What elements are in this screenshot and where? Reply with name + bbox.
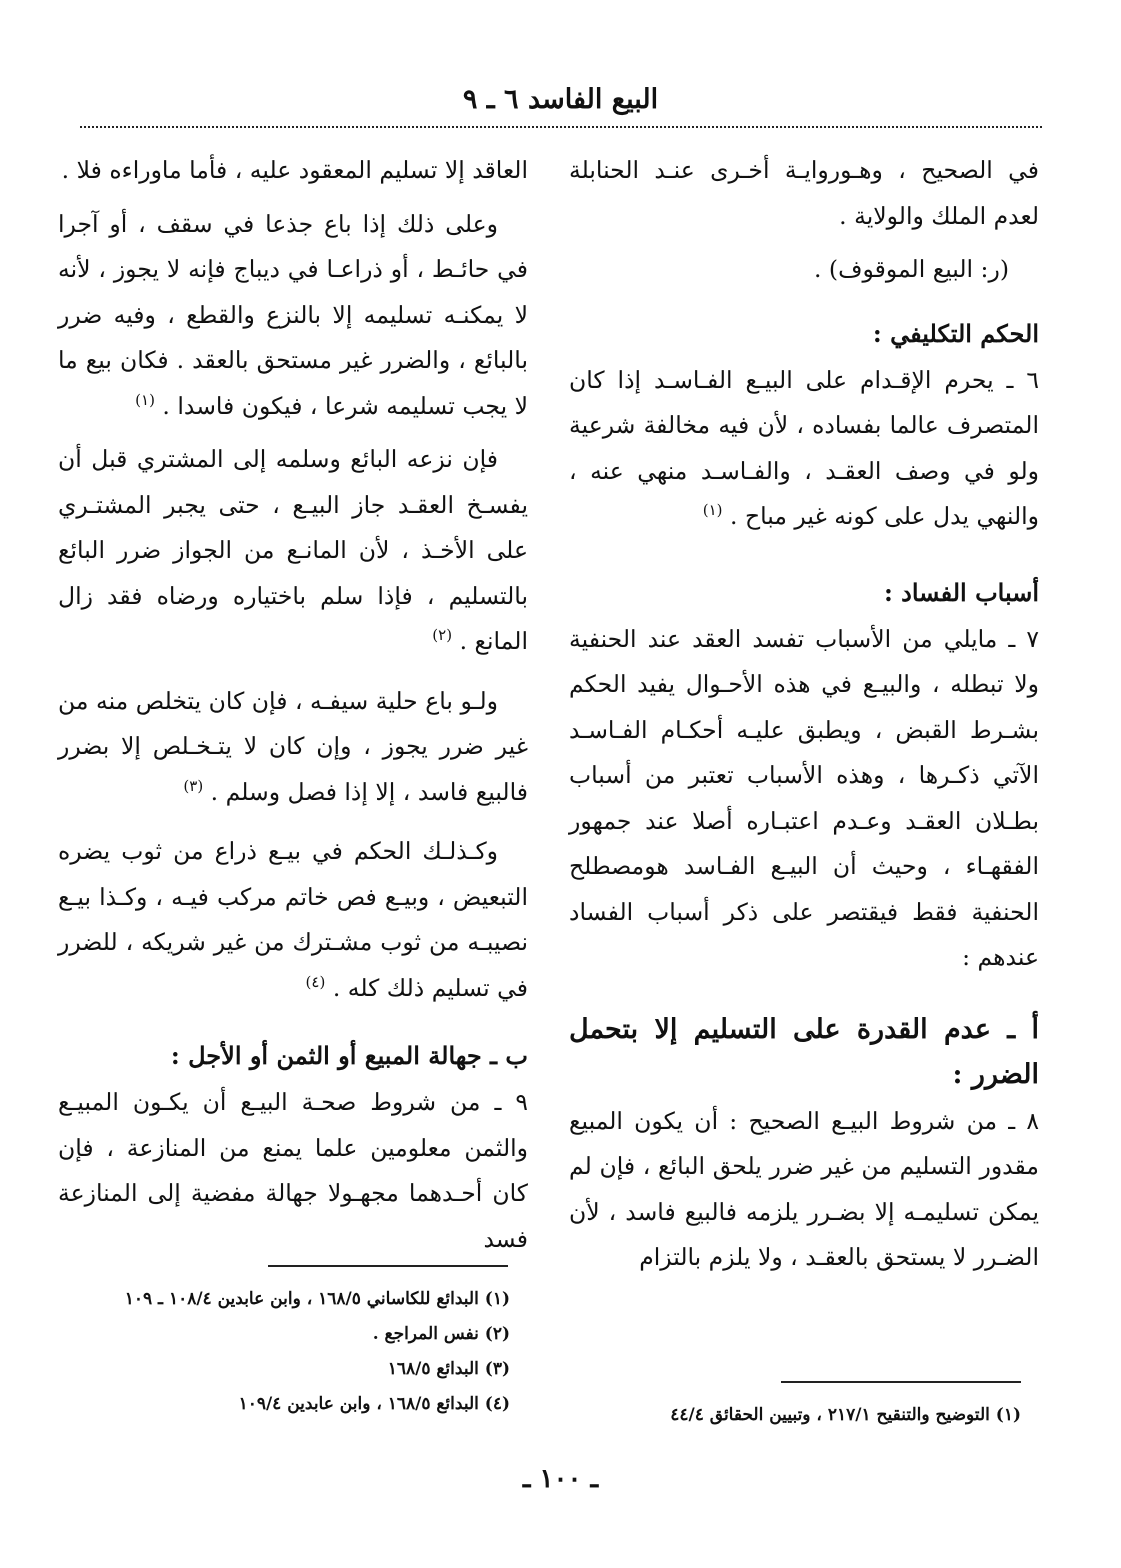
right-footnote-rule xyxy=(781,1381,1021,1383)
left-paragraph-1: العاقد إلا تسليم المعقود عليه ، فأما ماوراءه فلا . xyxy=(61,156,528,184)
footnote-item: (١) البدائع للكاساني ١٦٨/٥ ، وابن عابدين ١٠٨/٤ ـ ١٠٩ xyxy=(124,1289,510,1309)
right-paragraph-2: (ر: البيع الموقوف) . xyxy=(813,255,1009,283)
right-paragraph-4: ٧ ـ مايلي من الأسباب تفسد العقد عند الحنفية ولا تبطله ، والبيـع في هذه الأحـوال يفيد الحكم بشـرط القبض ، ويطبق عليـه أحكـام الفـاسـد الآتي ذكـرها ، وهذه الأسباب تعتبر من أسباب بطـلان العقـد وعـدم اعتبـاره أصلا عند جمهور الفقهـاء ، وحيث أن البيـع الفـاسد هومصطلح الحنفية فقط فيقتصر على ذكر أسباب الفساد عندهم : xyxy=(569,624,1039,971)
left-footnote-rule xyxy=(268,1265,508,1267)
right-column xyxy=(569,148,1039,1289)
right-paragraph-3 xyxy=(569,358,1039,540)
right-paragraph-5: ٨ ـ من شروط البيـع الصحيح : أن يكون المبيع مقدور التسليم من غير ضرر يلحق البائع ، فإن لم يمكن تسليمـه إلا بضـرر يلزمه فالبيع فاسد ، لأن الضـرر لا يستحق بالعقـد ، ولا يلزم بالتزام xyxy=(569,1106,1039,1271)
left-paragraph-2-text: وعلى ذلك إذا باع جذعا في سقف ، أو آجرا في حائـط ، أو ذراعـا في ديباج فإنه لا يجوز ، لأنه لا يمكنـه تسليمه إلا بالنزع والقطع ، وفيه ضرر بالبائع ، والضرر غير مستحق بالعقد . فكان بيع ما لا يجب تسليمه شرعا ، فيكون فاسدا . xyxy=(58,209,528,420)
left-paragraph-3-text: فإن نزعه البائع وسلمه إلى المشتري قبل أن يفسـخ العقـد جاز البيـع ، حتى يجبر المشتـري على الأخـذ ، لأن المانـع من الجواز ضرر البائع بالتسليم ، فإذا سلم باختياره ورضاه فقد زال المانع . xyxy=(58,445,528,655)
footnote-ref: (١) xyxy=(135,390,155,409)
page-header-title: البيع الفاسد ٦ ـ ٩ xyxy=(462,84,659,115)
footnote-ref: (١) xyxy=(702,501,723,520)
footnote-ref: (٢) xyxy=(432,626,453,645)
section-heading-ba: ب ـ جهالة المبيع أو الثمن أو الأجل : xyxy=(170,1041,528,1070)
section-heading-alif: أ ـ عدم القدرة على التسليم إلا بتحمل الضرر : xyxy=(569,1013,1039,1090)
page-number: ـ ١٠٠ ـ xyxy=(522,1464,599,1494)
left-footnotes xyxy=(58,1282,510,1422)
left-paragraph-2 xyxy=(58,202,528,430)
right-footnotes xyxy=(561,1398,1021,1433)
left-paragraph-5-text: وكـذلـك الحكم في بيـع ذراع من ثوب يضره التبعيض ، وبيـع فص خاتم مركب فيـه ، وكـذا بيـع نصيبـه من ثوب مشـترك من غير شريكه ، للضرر في تسليم ذلك كله . xyxy=(58,837,528,1002)
footnote-item: (٣) البدائع ١٦٨/٥ xyxy=(387,1359,510,1379)
left-column xyxy=(58,148,528,1270)
left-paragraph-4 xyxy=(58,679,528,816)
section-heading-taklifi: الحكم التكليفي : xyxy=(872,318,1039,348)
left-paragraph-4-text: ولـو باع حلية سيفـه ، فإن كان يتخلص منه من غير ضرر يجوز ، وإن كان لا يتـخـلص إلا بضرر فالبيع فاسد ، إلا إذا فصل وسلم . xyxy=(58,686,528,806)
header-dotted-rule xyxy=(80,126,1042,128)
footnote-item: (٤) البدائع ١٦٨/٥ ، وابن عابدين ١٠٩/٤ xyxy=(238,1394,510,1414)
footnote-ref: (٤) xyxy=(305,972,326,991)
footnote-item: (١) التوضيح والتنقيح ٢١٧/١ ، وتبيين الحقائق ٤٤/٤ xyxy=(670,1405,1021,1425)
right-paragraph-3-text: ٦ ـ يحرم الإقـدام على البيـع الفـاسـد إذا كان المتصرف عالما بفساده ، لأن فيه مخالفة شرعية ولو في وصف العقـد ، والفـاسـد منهي عنه ، والنهي يدل على كونه غير مباح . xyxy=(569,365,1039,530)
footnote-ref: (٣) xyxy=(183,776,204,795)
footnote-item: (٢) نفس المراجع . xyxy=(372,1324,510,1344)
left-paragraph-5 xyxy=(58,829,528,1011)
right-paragraph-1: في الصحيح ، وهـوروايـة أخـرى عنـد الحنابلة لعدم الملك والولاية . xyxy=(569,156,1039,230)
left-paragraph-6: ٩ ـ من شروط صحـة البيـع أن يكـون المبيـع والثمن معلومين علما يمنع من المنازعة ، فإن كان أحـدهما مجهـولا جهالة مفضية إلى المنازعة فسد xyxy=(58,1088,528,1253)
left-paragraph-3 xyxy=(58,437,528,665)
section-heading-asbab: أسباب الفساد : xyxy=(883,577,1039,607)
